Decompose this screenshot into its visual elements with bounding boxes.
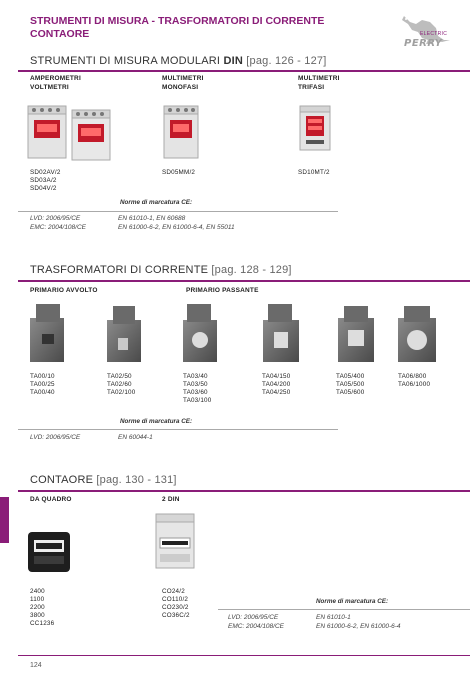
s2-col3-codes <box>183 373 211 405</box>
s1-col2-header-line2: MONOFASI <box>162 84 199 91</box>
list-item: TA00/10 <box>30 373 55 380</box>
list-item: TA00/40 <box>30 389 55 396</box>
s3-col2-codes <box>162 588 190 620</box>
s1-col2-header <box>162 74 204 92</box>
list-item: 2200 <box>30 604 45 611</box>
transformer-images <box>0 298 474 368</box>
page-title-line1: STRUMENTI DI MISURA - TRASFORMATORI DI CORRENTE <box>30 15 325 27</box>
s3-norm-directives <box>228 614 284 631</box>
page-title-line2: CONTAORE <box>30 28 90 40</box>
norm-standard: EN 61010-1 <box>316 614 351 621</box>
s1-col1-codes <box>30 169 61 193</box>
section2-rule <box>18 280 470 282</box>
s2-col6-codes <box>398 373 430 389</box>
s1-col3-codes <box>298 169 330 177</box>
list-item: SD04V/2 <box>30 185 57 192</box>
section1-pages: [pag. 126 - 127] <box>246 55 327 67</box>
norm-standard: EN 61000-6-2, EN 61000-6-4 <box>316 622 401 630</box>
ta04-transformer-icon <box>263 304 299 362</box>
s3-norm-rule <box>218 609 470 610</box>
list-item: CO24/2 <box>162 588 185 595</box>
list-item: CO110/2 <box>162 596 189 603</box>
list-item: SD03A/2 <box>30 177 57 184</box>
ta03-transformer-icon <box>183 304 217 362</box>
list-item: 3800 <box>30 612 45 619</box>
list-item: TA03/50 <box>183 381 208 388</box>
section3-title <box>30 474 177 486</box>
norm-directive: LVD: 2006/95/CE <box>228 614 279 621</box>
list-item: TA05/500 <box>336 381 365 388</box>
list-item: TA06/1000 <box>398 381 431 388</box>
section1-title-text: STRUMENTI DI MISURA MODULARI <box>30 55 221 67</box>
norm-standard: EN 61000-6-2, EN 61000-6-4, EN 55011 <box>118 223 235 231</box>
norm-directive: LVD: 2006/95/CE <box>30 215 81 222</box>
list-item: TA03/100 <box>183 397 212 404</box>
section1-title-bold: DIN <box>223 55 243 67</box>
s1-col3-header-line1: MULTIMETRI <box>298 75 340 82</box>
s1-norm-standards <box>118 215 235 232</box>
list-item: TA02/60 <box>107 381 132 388</box>
section2-title-text: TRASFORMATORI DI CORRENTE <box>30 264 209 276</box>
logo-wordmark: PERRY <box>404 38 443 49</box>
panel-hour-counter-image <box>26 530 72 574</box>
list-item: TA03/60 <box>183 389 208 396</box>
section1-rule <box>18 70 470 72</box>
s1-norm-rule <box>18 211 338 212</box>
s1-col2-codes <box>162 169 195 177</box>
s2-col2-codes <box>107 373 135 397</box>
list-item: CC1236 <box>30 620 55 627</box>
s2-norm-rule <box>18 429 338 430</box>
s1-norm-directives <box>30 215 86 232</box>
s2-norm-header: Norme di marcatura CE: <box>120 418 193 425</box>
s2-group1-header: PRIMARIO AVVOLTO <box>30 287 98 294</box>
s3-group2-header: 2 DIN <box>162 496 180 503</box>
page-title <box>30 15 370 41</box>
s1-col2-header-line1: MULTIMETRI <box>162 75 204 82</box>
s2-col1-codes <box>30 373 55 397</box>
list-item: SD02AV/2 <box>30 169 61 176</box>
multimeter-trifase-image <box>298 104 334 154</box>
list-item: 1100 <box>30 596 45 603</box>
list-item: TA05/400 <box>336 373 365 380</box>
ta06-transformer-icon <box>398 306 436 362</box>
footer-rule <box>18 655 470 656</box>
list-item: TA03/40 <box>183 373 208 380</box>
s2-norm-directive: LVD: 2006/95/CE <box>30 434 81 441</box>
section3-title-text: CONTAORE <box>30 474 94 486</box>
norm-directive: EMC: 2004/108/CE <box>228 622 285 630</box>
ta00-transformer-icon <box>30 304 64 362</box>
list-item: TA02/50 <box>107 373 132 380</box>
page-number: 124 <box>30 662 42 669</box>
s1-col1-header-line2: VOLTMETRI <box>30 84 69 91</box>
list-item: TA00/25 <box>30 381 55 388</box>
s1-col1-header-line1: AMPEROMETRI <box>30 75 81 82</box>
list-item: TA06/800 <box>398 373 427 380</box>
s2-col4-codes <box>262 373 290 397</box>
section1-title <box>30 55 327 67</box>
s1-col1-header <box>30 74 81 92</box>
norm-standard: EN 61010-1, EN 60688 <box>118 215 186 222</box>
list-item: CO36C/2 <box>162 612 190 619</box>
s1-col3-header <box>298 74 340 92</box>
s3-col1-codes <box>30 588 54 628</box>
ta02-transformer-icon <box>107 306 141 362</box>
list-item: TA05/600 <box>336 389 365 396</box>
section3-rule <box>18 490 470 492</box>
norm-directive: EMC: 2004/108/CE <box>30 223 87 231</box>
section2-pages: [pag. 128 - 129] <box>211 264 292 276</box>
s1-col3-header-line2: TRIFASI <box>298 84 325 91</box>
multimeter-monofase-image <box>162 104 202 162</box>
s3-norm-standards <box>316 614 401 631</box>
s1-norm-header: Norme di marcatura CE: <box>120 199 193 206</box>
ta05-transformer-icon <box>338 306 374 362</box>
s2-group2-header: PRIMARIO PASSANTE <box>186 287 259 294</box>
section-side-tab <box>0 497 9 543</box>
s2-norm-standard: EN 60044-1 <box>118 434 153 441</box>
list-item: TA04/250 <box>262 389 291 396</box>
section3-pages: [pag. 130 - 131] <box>96 474 177 486</box>
list-item: TA04/200 <box>262 381 291 388</box>
list-item: TA02/100 <box>107 389 136 396</box>
din-meter-image <box>26 104 114 162</box>
list-item: 2400 <box>30 588 45 595</box>
list-item: TA04/150 <box>262 373 291 380</box>
s3-group1-header: DA QUADRO <box>30 496 72 503</box>
section2-title <box>30 264 292 276</box>
list-item: CO230/2 <box>162 604 189 611</box>
din-hour-counter-image <box>152 512 198 572</box>
s2-col5-codes <box>336 373 364 397</box>
list-item: SD10MT/2 <box>298 169 330 176</box>
s3-norm-header: Norme di marcatura CE: <box>316 598 389 605</box>
logo-subtext: ELECTRIC <box>420 31 448 37</box>
list-item: SD05MM/2 <box>162 169 196 176</box>
